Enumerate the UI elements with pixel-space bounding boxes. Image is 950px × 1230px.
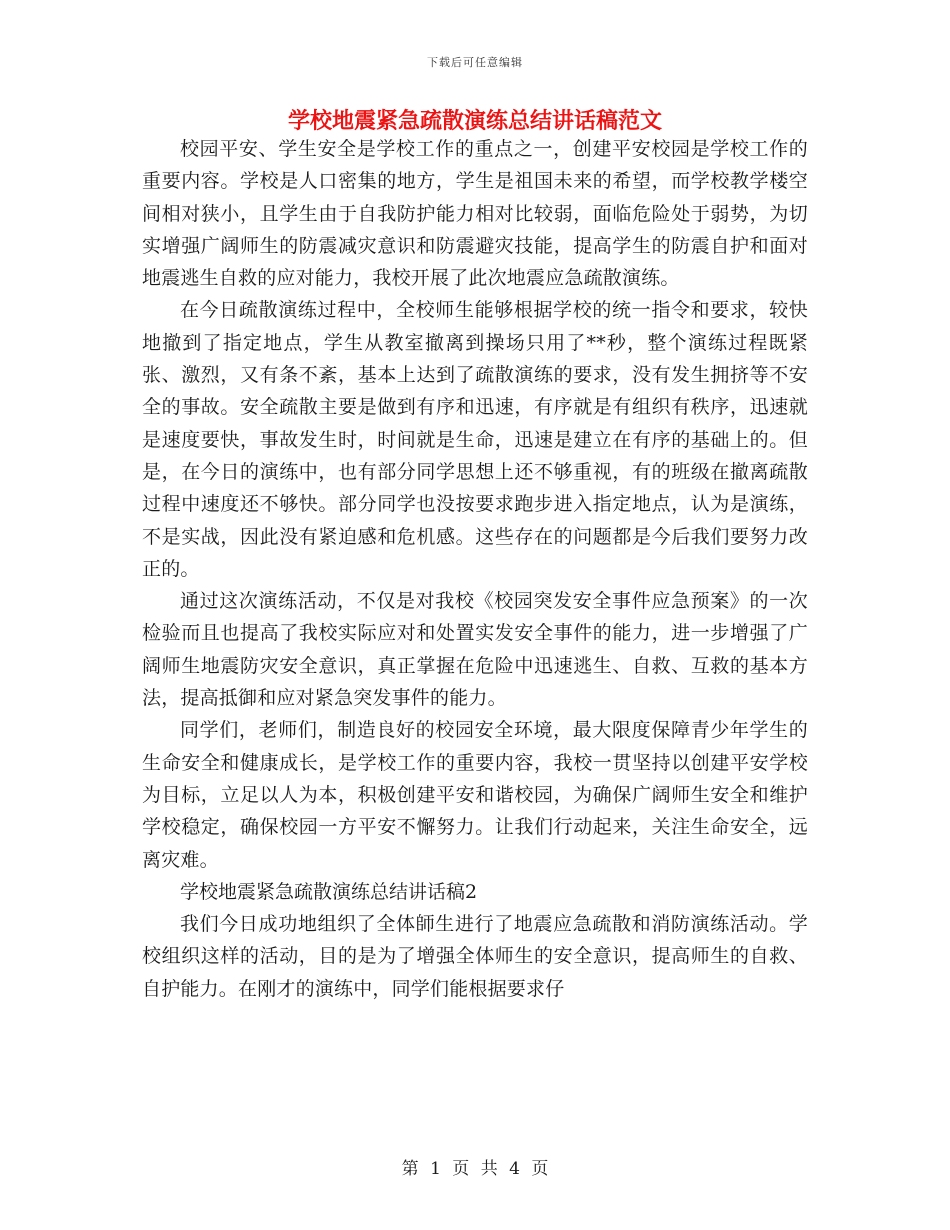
paragraph-call-to-action: 同学们，老师们，制造良好的校园安全环境，最大限度保障青少年学生的生命安全和健康成长，是学校工作的重要内容，我校一贯坚持以创建平安学校为目标，立足以人为本，积极创建平安和谐校园，为确保广阔师生安全和维护学校稳定，确保校园一方平安不懈努力。让我们行动起来，关注生命安全，远离灾难。	[142, 719, 808, 871]
header-note: 下载后可任意编辑	[427, 56, 523, 69]
paragraph-intro: 校园平安、学生安全是学校工作的重点之一，创建平安校园是学校工作的重要内容。学校是人口密集的地方，学生是祖国未来的希望，而学校教学楼空间相对狭小，且学生由于自我防护能力相对比较弱，面临危险处于弱势，为切实增强广阔师生的防震减灾意识和防震避灾技能，提高学生的防震自护和面对地震逃生自救的应对能力，我校开展了此次地震应急疏散演练。	[142, 138, 808, 290]
paragraph-drill-process: 在今日疏散演练过程中，全校师生能够根据学校的统一指令和要求，较快地撤到了指定地点，学生从教室撤离到操场只用了**秒，整个演练过程既紧张、激烈，又有条不紊，基本上达到了疏散演练的要求，没有发生拥挤等不安全的事故。安全疏散主要是做到有序和迅速，有序就是有组织有秩序，迅速就是速度要快，事故发生时，时间就是生命，迅速是建立在有序的基础上的。但是，在今日的演练中，也有部分同学思想上还不够重视，有的班级在撤离疏散过程中速度还不够快。部分同学也没按要求跑步进入指定地点，认为是演练，不是实战，因此没有紧迫感和危机感。这些存在的问题都是今后我们要努力改正的。	[142, 299, 808, 580]
section-subheading: 学校地震紧急疏散演练总结讲话稿2	[180, 880, 478, 903]
paragraph-drill-outcome: 通过这次演练活动，不仅是对我校《校园突发安全事件应急预案》的一次检验而且也提高了我校实际应对和处置实发安全事件的能力，进一步增强了广阔师生地震防灾安全意识，真正掌握在危险中迅速逃生、自救、互救的基本方法，提高抵御和应对紧急突发事件的能力。	[142, 590, 808, 710]
document-body	[142, 133, 808, 1005]
paragraph-speech-2: 我们今日成功地组织了全体師生进行了地震应急疏散和消防演练活动。学校组织这样的活动，目的是为了增强全体师生的安全意识，提高师生的自救、自护能力。在刚才的演练中，同学们能根据要求仔	[142, 913, 808, 1000]
page-footer: 第 1 页 共 4 页	[401, 1159, 549, 1179]
document-title: 学校地震紧急疏散演练总结讲话稿范文	[287, 108, 662, 134]
